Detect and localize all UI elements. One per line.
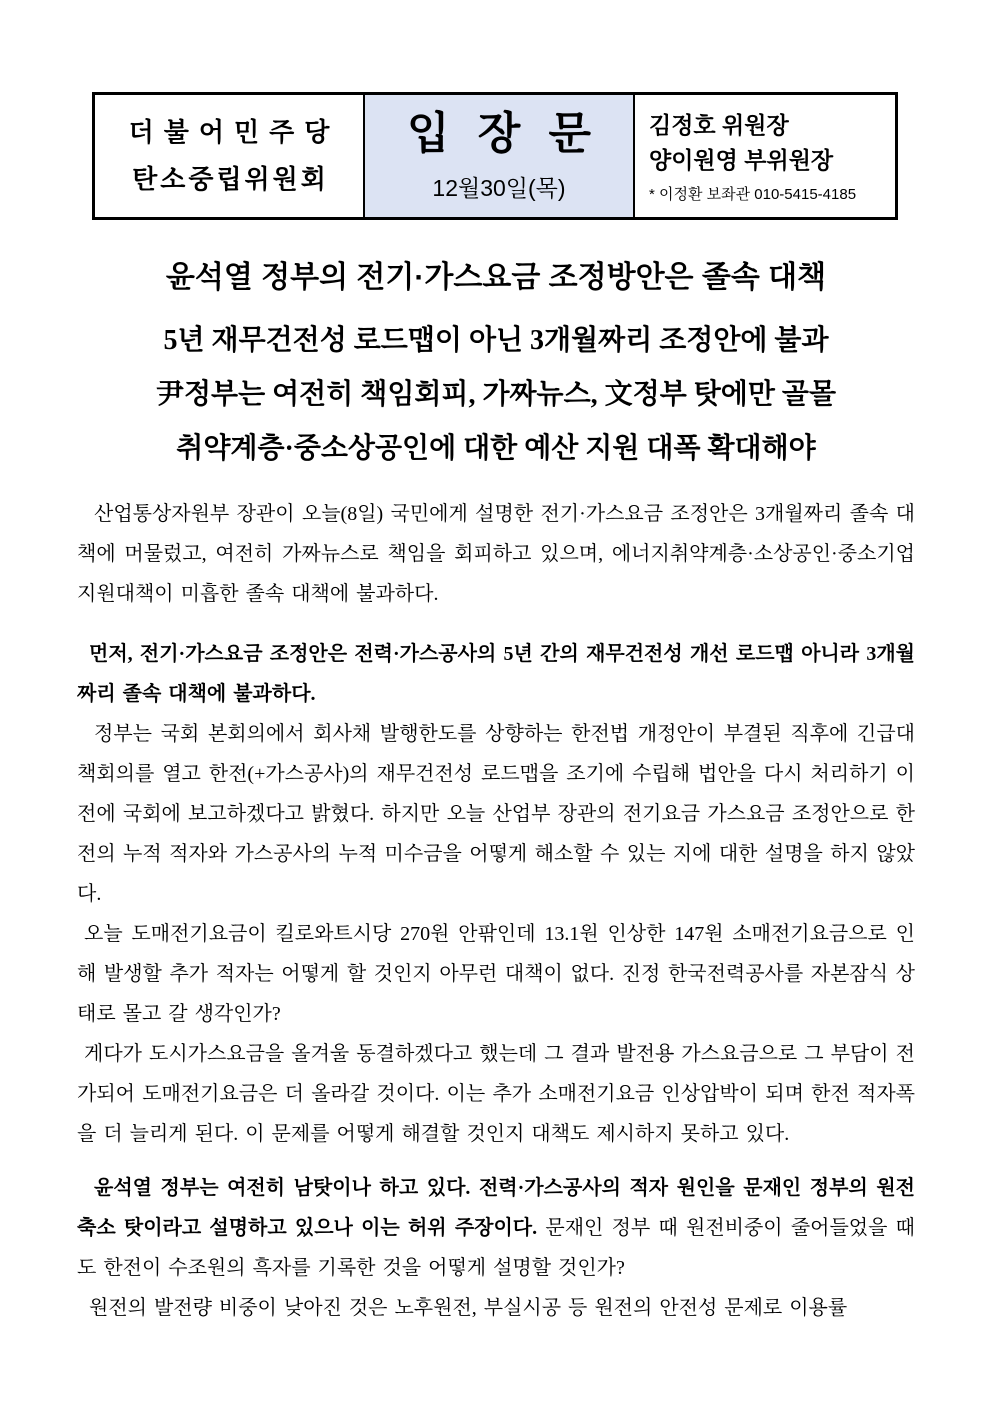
org-cell xyxy=(95,95,365,217)
paragraph-blame-shifting-rest: 문재인 정부 때 원전비중이 줄어들었을 때도 한전이 수조원의 흑자를 기록한 것을 어떻게 설명할 것인가? xyxy=(77,1217,915,1279)
paragraph-wholesale-price: 오늘 도매전기요금이 킬로와트시당 270원 안팎인데 13.1원 인상한 147원 소매전기요금으로 인해 발생할 추가 적자는 어떻게 할 것인지 아무런 대책이 없다. 진정 한국전력공사를 자본잠식 상태로 몰고 갈 생각인가? xyxy=(77,923,915,1025)
subtitle-line-2: 尹정부는 여전히 책임회피, 가짜뉴스, 文정부 탓에만 골몰 xyxy=(155,379,836,410)
paragraph-hanjeon-law: 정부는 국회 본회의에서 회사채 발행한도를 상향하는 한전법 개정안이 부결된 직후에 긴급대책회의를 열고 한전(+가스공사)의 재무건전성 로드맵을 조기에 수립해 법안을 다시 처리하기 이전에 국회에 보고하겠다고 밝혔다. 하지만 오늘 산업부 장관의 전기요금 가스요금 조정안으로 한전의 누적 적자와 가스공사의 누적 미수금을 어떻게 해소할 수 있는 지에 대한 설명을 하지 않았다. xyxy=(77,723,915,905)
paragraph-intro: 산업통상자원부 장관이 오늘(8일) 국민에게 설명한 전기·가스요금 조정안은 3개월짜리 졸속 대책에 머물렀고, 여전히 가짜뉴스로 책임을 회피하고 있으며, 에너지취약계층·소상공인·중소기업 지원대책이 미흡한 졸속 대책에 불과하다. xyxy=(77,503,915,605)
subtitle-block xyxy=(0,314,992,476)
subtitle-line-3: 취약계층·중소상공인에 대한 예산 지원 대폭 확대해야 xyxy=(176,433,816,464)
subtitle-line-1: 5년 재무건전성 로드맵이 아닌 3개월짜리 조정안에 불과 xyxy=(163,325,829,356)
paragraph-blame-shifting-bold: 윤석열 정부는 여전히 남탓이나 하고 있다. 전력·가스공사의 적자 원인을 문재인 정부의 원전 축소 탓이라고 설명하고 있으나 이는 허위 주장이다. xyxy=(77,1177,915,1239)
aide-contact-note: * 이정환 보좌관 010-5415-4185 xyxy=(649,186,857,203)
chair-name: 김정호 위원장 xyxy=(649,112,789,138)
paragraph-nuclear-safety: 원전의 발전량 비중이 낮아진 것은 노후원전, 부실시공 등 원전의 안전성 문제로 이용률 xyxy=(89,1297,848,1319)
vice-chair-name: 양이원영 부위원장 xyxy=(649,147,834,173)
paragraph-point1-heading: 먼저, 전기·가스요금 조정안은 전력·가스공사의 5년 간의 재무건전성 개선 로드맵 아니라 3개월짜리 졸속 대책에 불과하다. xyxy=(77,643,915,705)
paragraph-blame-shifting xyxy=(77,1168,915,1288)
org-name-line1: 더불어민주당 xyxy=(128,117,340,147)
doc-type-label: 입 장 문 xyxy=(407,108,599,158)
header-table xyxy=(92,92,898,220)
paragraph-gas-freeze: 게다가 도시가스요금을 올겨울 동결하겠다고 했는데 그 결과 발전용 가스요금으로 그 부담이 전가되어 도매전기요금은 더 올라갈 것이다. 이는 추가 소매전기요금 인상압박이 되며 한전 적자폭을 더 늘리게 된다. 이 문제를 어떻게 해결할 것인지 대책도 제시하지 못하고 있다. xyxy=(77,1043,915,1145)
body-text xyxy=(77,494,915,1328)
doc-date: 12월30일(목) xyxy=(432,174,566,201)
doc-type-cell xyxy=(365,95,635,217)
main-title: 윤석열 정부의 전기·가스요금 조정방안은 졸속 대책 xyxy=(165,261,827,294)
org-name-line2: 탄소중립위원회 xyxy=(132,164,329,194)
contacts-cell xyxy=(635,95,895,217)
